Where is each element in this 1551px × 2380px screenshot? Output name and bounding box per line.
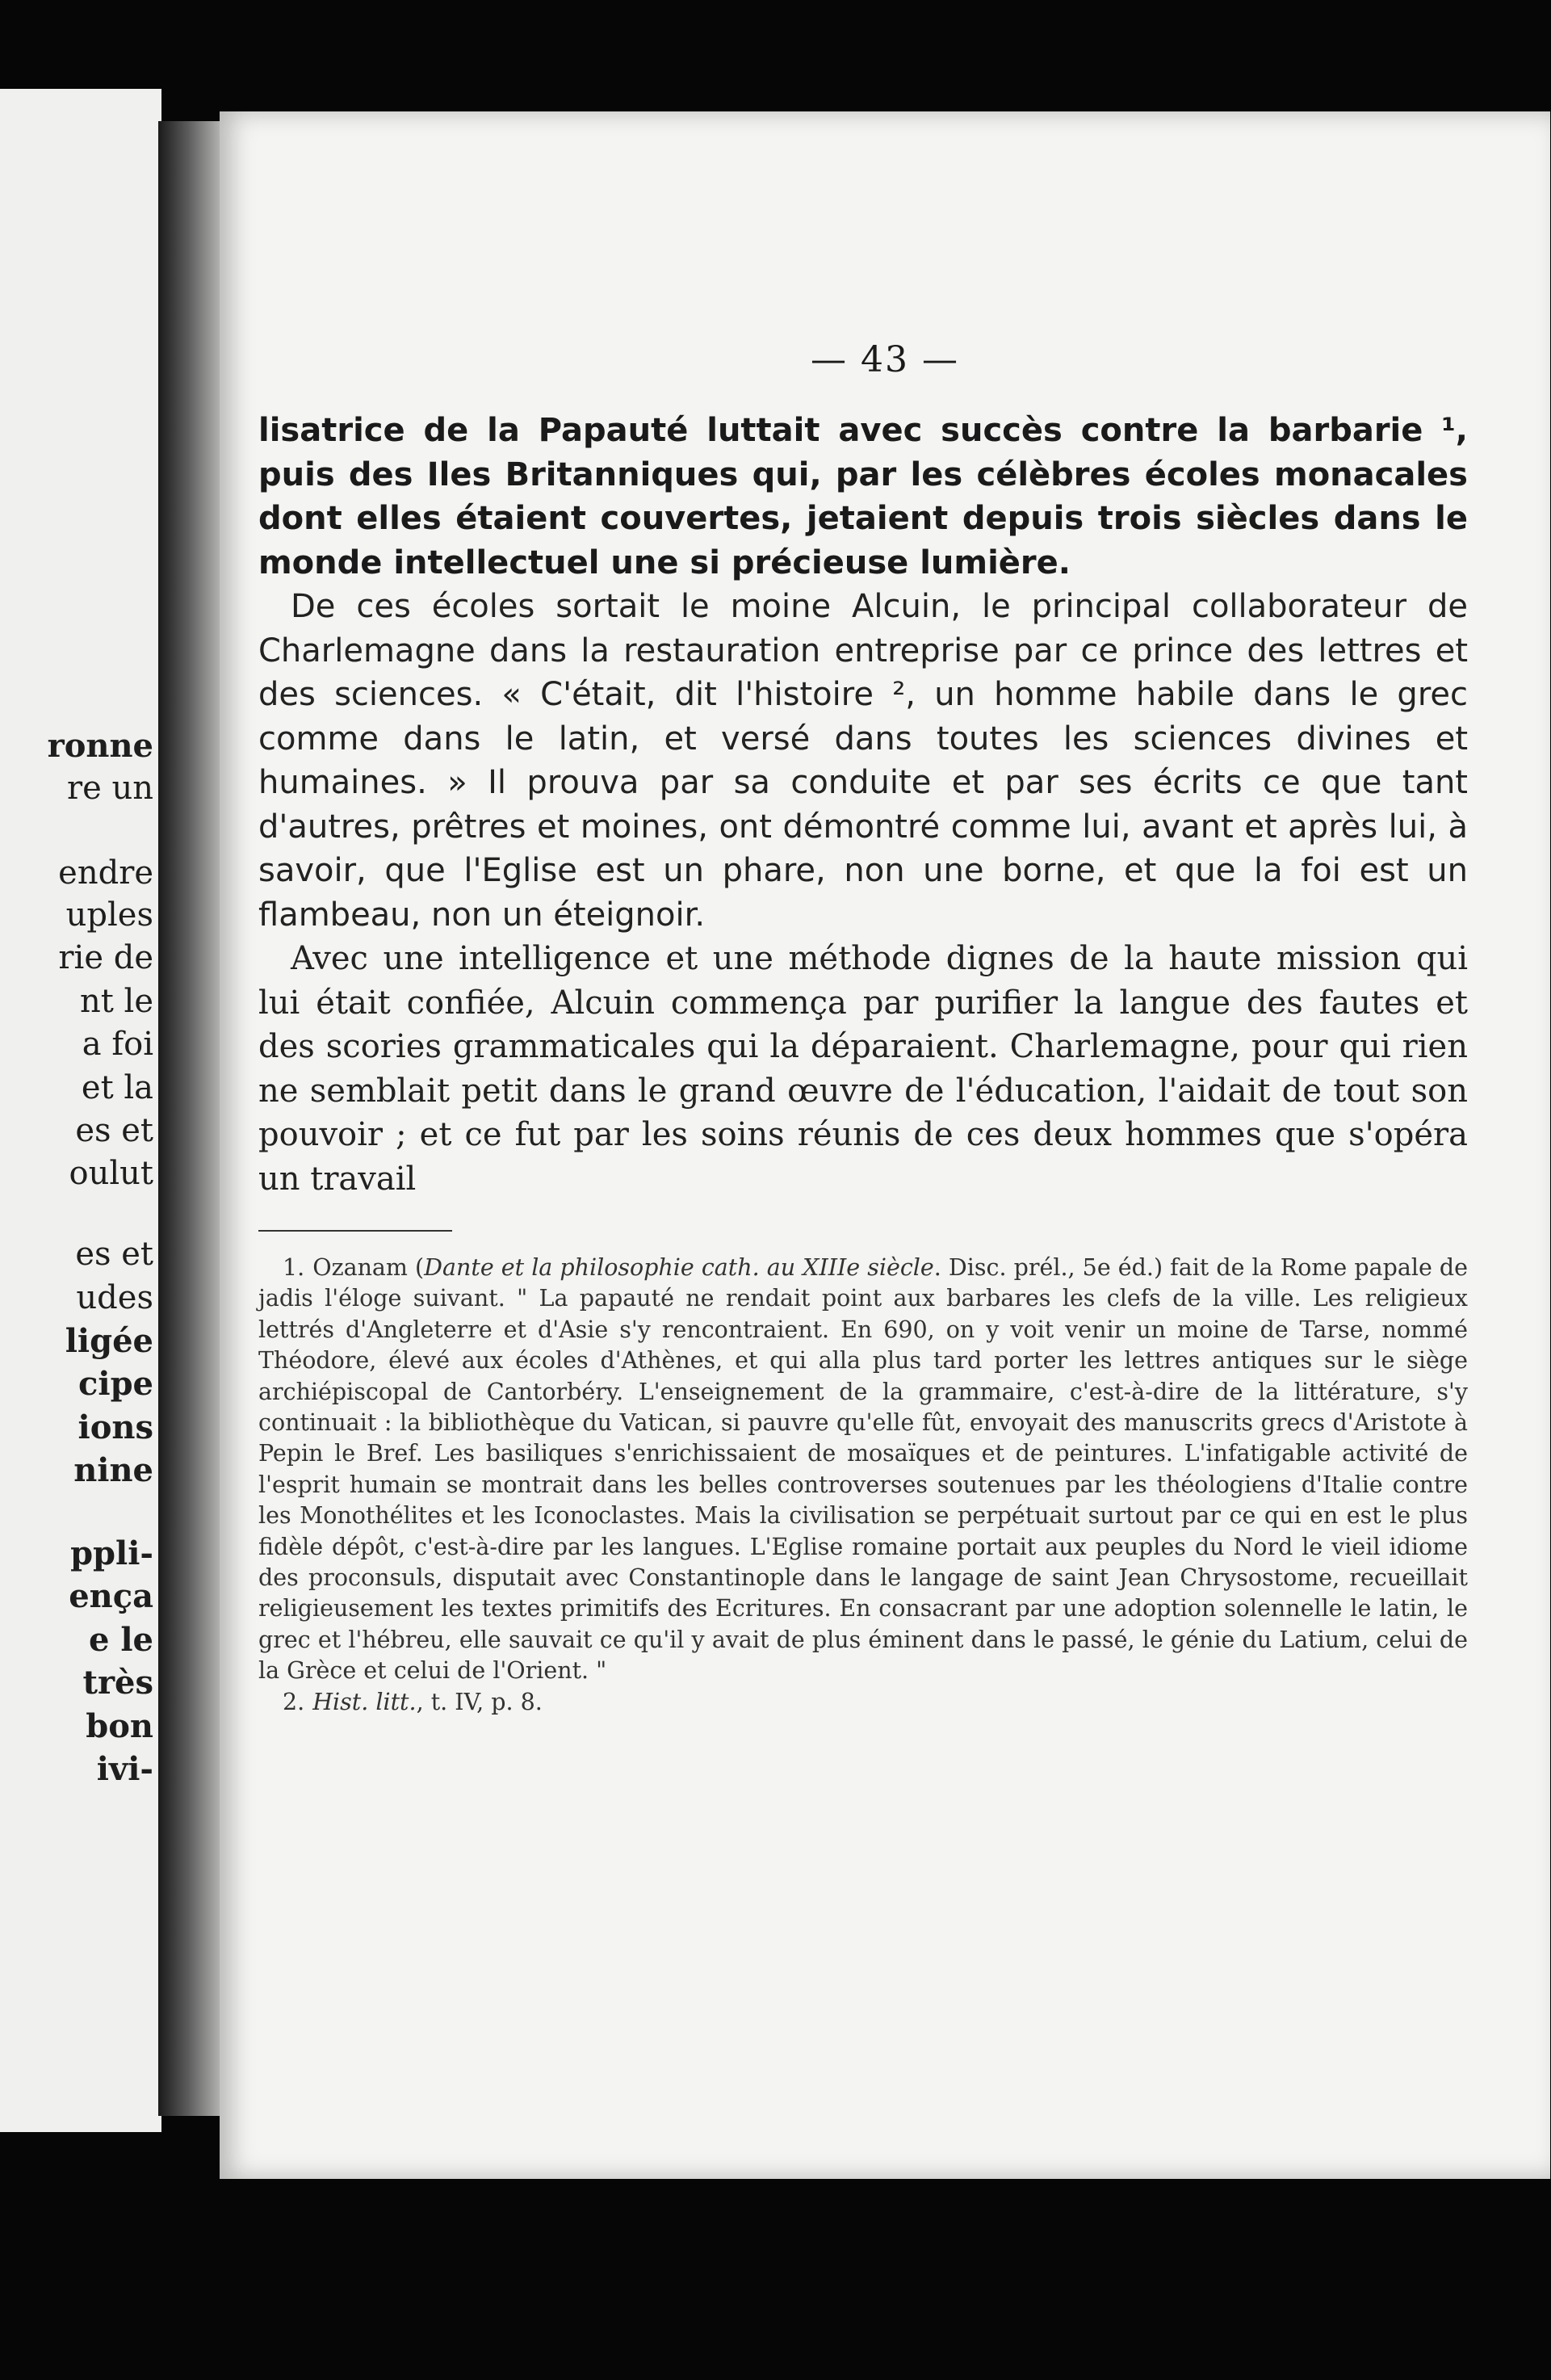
paragraph: De ces écoles sortait le moine Alcuin, le principal collaborateur de Charlemagne dans la restauration entreprise par ce prince des lettres et des sciences. « C'était, dit l'histoire ², un homme habile dans le grec comme dans le latin, et versé dans toutes les sciences divines et humaines. » Il prouva par sa conduite et par ses écrits ce que tant d'autres, prêtres et moines, ont démontré comme lui, avant et après lui, à savoir, que l'Eglise est un phare, non une borne, et que la foi est un flambeau, non un éteignoir. xyxy=(258,588,1468,934)
footnote-text: . Disc. prél., 5e éd.) fait de la Rome papale de jadis l'éloge suivant. " La papauté ne rendait point aux barbares les clefs de la ville. Les religieux lettrés d'Angleterre et d'Asie s'y rencontraient. En 690, on y voit venir un moine de Tarse, nommé Théodore, élevé aux écoles d'Athènes, et qui alla plus tard porter les lettres antiques sur le siège archiépiscopal de Cantorbéry. L'enseignement de la grammaire, c'est-à-dire de la littérature, s'y continuait : la bibliothèque du Vatican, si pauvre qu'elle fût, envoyait des manuscrits grecs d'Aristote à Pepin le Bref. Les basiliques s'enrichissaient de mosaïques et de peintures. L'infatigable activité de l'esprit humain se montrait dans les belles controverses soutenues par les théologiens d'Italie contre les Monothélites et les Iconoclastes. Mais la civilisation se perpétuait surtout par ce qui en est le plus fidèle dépôt, c'est-à-dire par les langues. L'Eglise romaine portait aux peuples du Nord le vieil idiome des proconsuls, disputait avec Constantinople dans le langage de saint Jean Chrysostome, recueillait religieusement les textes primitifs des Ecritures. En consacrant par une adoption solennelle le latin, le grec et l'hébreu, elle sauvait ce qu'il y avait de plus éminent dans le passé, le génie du Latium, celui de la Grèce et celui de l'Orient. " xyxy=(258,1254,1469,1685)
paragraph: lisatrice de la Papauté luttait avec succès contre la barbarie ¹, puis des Iles Britanniques qui, par les célèbres écoles monacales dont elles étaient couvertes, jetaient depuis trois siècles dans le monde intellectuel une si précieuse lumière. xyxy=(258,412,1468,581)
footnote-1 xyxy=(258,1253,1468,1687)
left-fragment: ions xyxy=(78,1408,153,1446)
footnote-number: 1. xyxy=(283,1254,305,1281)
left-fragment: a foi xyxy=(82,1026,153,1063)
left-fragment: oulut xyxy=(69,1155,153,1192)
left-fragment: ronne xyxy=(47,727,153,765)
left-fragment: nine xyxy=(73,1451,153,1489)
left-fragment: nt le xyxy=(79,983,153,1020)
footnote-text: , t. IV, p. 8. xyxy=(416,1688,543,1715)
left-fragment: rie de xyxy=(58,939,153,976)
main-page xyxy=(220,111,1550,2179)
footnote-2 xyxy=(258,1687,1468,1718)
left-fragment: ppli- xyxy=(70,1534,153,1572)
footnote-title: Dante et la philosophie cath. au XIIIe siècle xyxy=(424,1254,934,1281)
footnote-separator xyxy=(258,1230,452,1232)
left-fragment: es et xyxy=(75,1112,153,1149)
footnotes xyxy=(258,1253,1468,1718)
left-fragment: endre xyxy=(58,854,153,892)
left-fragment: uples xyxy=(65,896,153,934)
left-fragment: ligée xyxy=(65,1322,153,1360)
footnote-title: Hist. litt. xyxy=(312,1688,417,1715)
left-fragment: ivi- xyxy=(96,1750,153,1788)
left-fragment: udes xyxy=(76,1279,153,1316)
left-fragment: re un xyxy=(66,770,153,807)
left-fragment: e le xyxy=(88,1621,153,1659)
left-fragment: très xyxy=(82,1664,153,1702)
paragraph: Avec une intelligence et une méthode dignes de la haute mission qui lui était confiée, Alcuin commença par purifier la langue des fautes et des scories grammaticales qui la déparaient. Charlemagne, pour qui rien ne semblait petit dans le grand œuvre de l'éducation, l'aidait de tout son pouvoir ; et ce fut par les soins réunis de ces deux hommes que s'opéra un travail xyxy=(258,940,1468,1198)
footnote-author: Ozanam ( xyxy=(312,1254,425,1281)
left-page-text-fragments xyxy=(0,89,161,2132)
left-fragment: bon xyxy=(86,1707,153,1745)
left-fragment: cipe xyxy=(78,1365,153,1403)
page-number: — 43 — xyxy=(811,339,959,380)
left-fragment: es et xyxy=(75,1236,153,1273)
left-facing-page xyxy=(0,89,161,2132)
left-fragment: ença xyxy=(69,1577,153,1615)
left-fragment: et la xyxy=(81,1069,153,1106)
body-text xyxy=(258,409,1468,1718)
footnote-number: 2. xyxy=(283,1688,305,1715)
